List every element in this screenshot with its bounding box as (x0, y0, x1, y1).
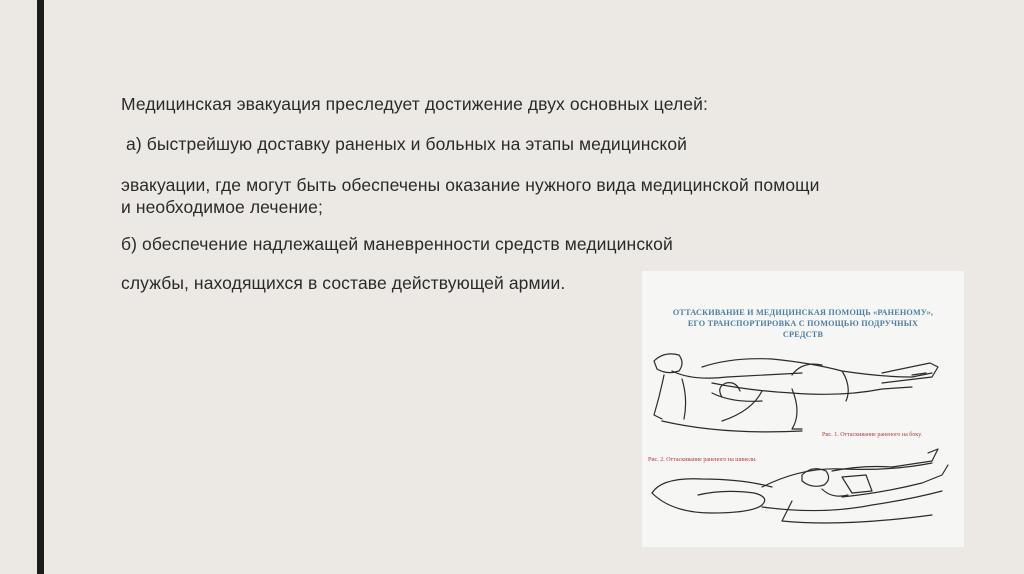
figure-title (642, 307, 964, 340)
slide-heading: Медицинская эвакуация преследует достижение двух основных целей: (121, 94, 708, 114)
figure-caption-1: Рис. 1. Оттаскивание раненого на боку. (822, 432, 923, 438)
accent-bar (37, 0, 44, 574)
evacuation-illustration (642, 271, 964, 547)
item-a-line-2: эвакуации, где могут быть обеспечены оказание нужного вида медицинской помощи (121, 175, 820, 195)
item-b-line-1: б) обеспечение надлежащей маневренности средств медицинской (121, 234, 673, 254)
figure-caption-2: Рис. 2. Оттаскивание раненого на шинели. (648, 457, 757, 463)
item-a-line-3: и необходимое лечение; (121, 197, 323, 217)
figure-title-line-2: ЕГО ТРАНСПОРТИРОВКА С ПОМОЩЬЮ ПОДРУЧНЫХ (687, 319, 919, 328)
item-b-line-2: службы, находящихся в составе действующей армии. (121, 273, 566, 293)
item-a-line-1: а) быстрейшую доставку раненых и больных на этапы медицинской (126, 134, 688, 154)
figure-title-line-3: СРЕДСТВ (782, 330, 824, 339)
figure-title-line-1: ОТТАСКИВАНИЕ И МЕДИЦИНСКАЯ ПОМОЩЬ «РАНЕНОМУ», (672, 308, 934, 317)
